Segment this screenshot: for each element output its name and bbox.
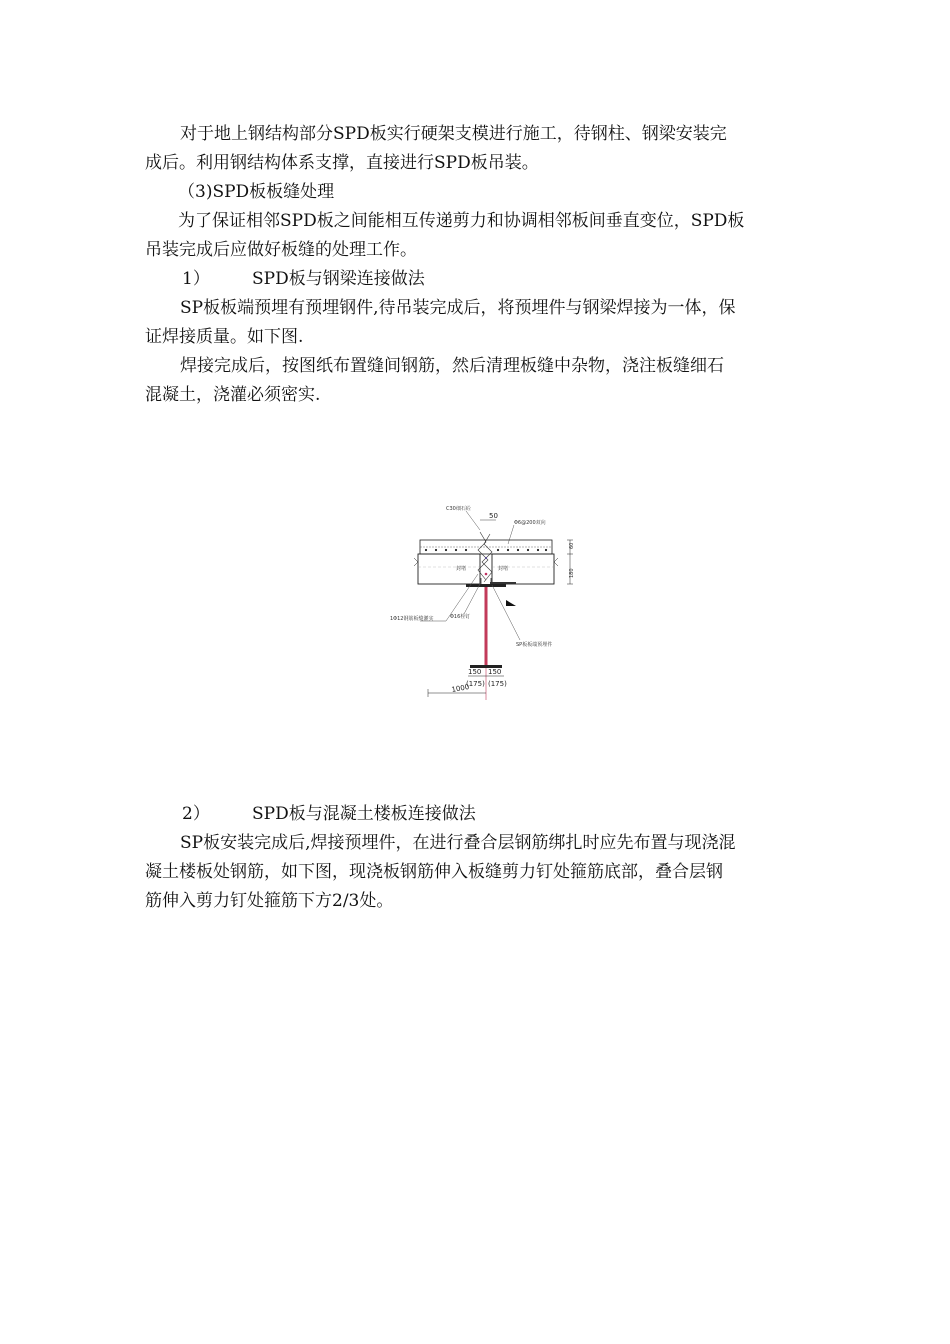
label-left-fill: 封堵: [456, 566, 467, 572]
para2-line2: 吊装完成后应做好板缝的处理工作。: [145, 240, 417, 260]
para5-line1: SP板安装完成后,焊接预埋件，在进行叠合层钢筋绑扎时应先布置与现浇混: [180, 833, 736, 853]
joint-bar-dot-2: [485, 557, 487, 559]
section-heading-3: （3)SPD板板缝处理: [178, 182, 335, 202]
label-c30: C30细石砼: [446, 506, 471, 512]
label-150b: 150: [488, 668, 502, 676]
leader-rebar: [508, 525, 514, 544]
subsection-2: [182, 803, 476, 825]
leader-embed: [492, 585, 520, 640]
label-1000: 1000: [450, 682, 470, 694]
label-175b: (175): [488, 680, 507, 688]
label-left-bar: 1Φ12钢筋板缝灌实: [390, 616, 434, 622]
connection-detail-drawing: [380, 490, 590, 705]
rebar-dots: [425, 549, 547, 551]
left-sp-slab: [418, 554, 480, 584]
label-stud: Φ16栓钉: [450, 614, 471, 620]
para1-line2: 成后。利用钢结构体系支撑，直接进行SPD板吊装。: [145, 153, 539, 173]
label-50: 50: [489, 512, 498, 520]
detail-svg: [380, 490, 590, 705]
subsection-2-title: SPD板与混凝土楼板连接做法: [252, 804, 476, 824]
joint-bar-dot: [485, 573, 488, 576]
label-dim-180: 180: [569, 568, 575, 578]
para2-line1: 为了保证相邻SPD板之间能相互传递剪力和协调相邻板间垂直变位，SPD板: [178, 211, 745, 231]
para4-line2: 混凝土，浇灌必须密实.: [145, 385, 321, 405]
label-embed: SP板板端预埋件: [516, 642, 553, 648]
para3-line2: 证焊接质量。如下图.: [145, 327, 304, 347]
beam-top-flange: [466, 584, 506, 587]
weld-symbol: [506, 600, 516, 606]
subsection-2-number: 2）: [182, 804, 210, 824]
para1-line1: 对于地上钢结构部分SPD板实行硬架支模进行施工，待钢柱、钢梁安装完: [180, 124, 727, 144]
label-rebar: Φ6@200双向: [514, 520, 546, 526]
para5-line2: 凝土楼板处钢筋，如下图，现浇板钢筋伸入板缝剪力钉处箍筋底部，叠合层钢: [145, 862, 723, 882]
para5-line3: 筋伸入剪力钉处箍筋下方2/3处。: [145, 891, 394, 911]
para3-line1: SP板板端预埋有预埋钢件,待吊装完成后，将预埋件与钢梁焊接为一体，保: [180, 298, 736, 318]
right-break-mark: [554, 558, 558, 566]
subsection-1: [182, 268, 425, 290]
label-150a: 150: [468, 668, 482, 676]
para4-line1: 焊接完成后，按图纸布置缝间钢筋，然后清理板缝中杂物，浇注板缝细石: [180, 356, 724, 376]
label-right-fill: 封堵: [498, 566, 509, 572]
embed-plate: [490, 582, 516, 584]
beam-web: [485, 587, 488, 665]
subsection-1-title: SPD板与钢梁连接做法: [252, 269, 425, 289]
left-break-mark: [414, 558, 418, 566]
subsection-1-number: 1）: [182, 269, 210, 289]
leader-c30: [466, 511, 480, 530]
joint-stirrup: [478, 532, 488, 580]
label-175a: (175): [466, 680, 485, 688]
label-dim-60: 60: [569, 542, 575, 549]
